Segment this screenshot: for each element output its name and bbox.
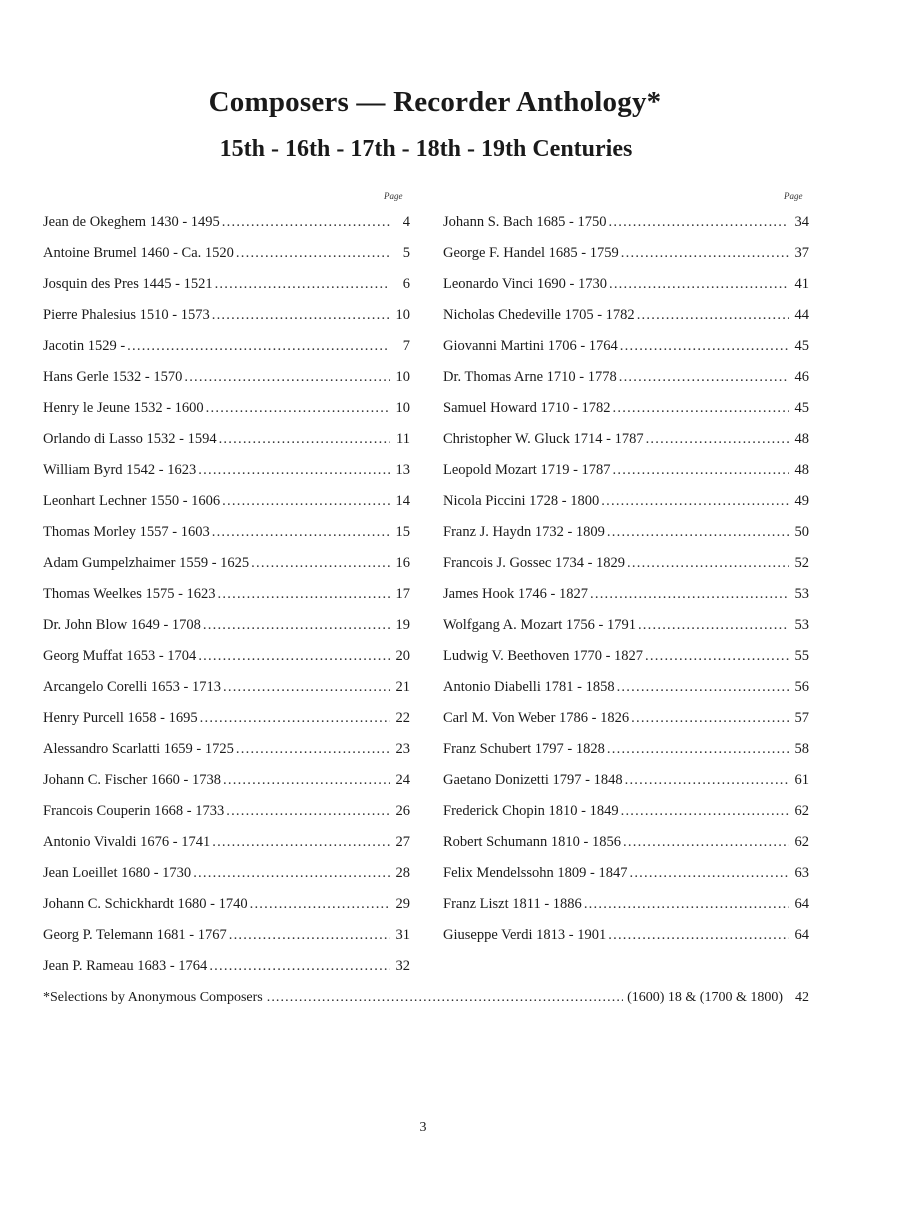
composer-entry xyxy=(443,834,809,865)
leader-dots xyxy=(184,369,390,386)
composer-entry xyxy=(43,214,410,245)
composer-name: Antonio Vivaldi 1676 - 1741 xyxy=(43,834,211,850)
page-subtitle: 15th - 16th - 17th - 18th - 19th Centuries xyxy=(219,136,633,162)
composer-name: Giovanni Martini 1706 - 1764 xyxy=(443,338,618,354)
composer-page-number: 16 xyxy=(395,555,410,571)
composer-name: Francois J. Gossec 1734 - 1829 xyxy=(443,555,626,571)
composer-entry xyxy=(443,245,809,276)
composer-page-number: 13 xyxy=(395,462,410,478)
composer-name: Arcangelo Corelli 1653 - 1713 xyxy=(43,679,221,695)
composer-name: Jacotin 1529 - xyxy=(43,338,126,354)
composer-entry xyxy=(43,648,410,679)
composer-page-number: 44 xyxy=(794,307,809,323)
composer-name: Dr. John Blow 1649 - 1708 xyxy=(43,617,201,633)
composer-name: Felix Mendelssohn 1809 - 1847 xyxy=(443,865,628,881)
composer-entry xyxy=(443,214,809,245)
leader-dots xyxy=(222,493,390,510)
composer-entry xyxy=(443,555,809,586)
leader-dots xyxy=(621,803,789,820)
composer-name: Franz Schubert 1797 - 1828 xyxy=(443,741,605,757)
composer-entry xyxy=(43,958,410,989)
leader-dots xyxy=(206,400,390,417)
composer-page-number: 26 xyxy=(395,803,410,819)
leader-dots xyxy=(619,369,789,386)
composer-entry xyxy=(443,772,809,803)
composer-page-number: 11 xyxy=(396,431,410,447)
leader-dots xyxy=(607,524,789,541)
composer-page-number: 24 xyxy=(395,772,410,788)
leader-dots xyxy=(609,276,789,293)
leader-dots xyxy=(609,214,789,231)
leader-dots xyxy=(222,214,390,231)
composer-name: Wolfgang A. Mozart 1756 - 1791 xyxy=(443,617,636,633)
leader-dots xyxy=(200,710,390,727)
composer-entry xyxy=(43,245,410,276)
composer-page-number: 31 xyxy=(395,927,410,943)
composer-page-number: 28 xyxy=(395,865,410,881)
leader-dots xyxy=(601,493,789,510)
composer-page-number: 64 xyxy=(794,927,809,943)
composer-page-number: 41 xyxy=(794,276,809,292)
composer-entry xyxy=(443,927,809,958)
page-title: Composers — Recorder Anthology* xyxy=(208,86,662,118)
leader-dots xyxy=(212,834,390,851)
composer-page-number: 32 xyxy=(395,958,410,974)
composer-name: Thomas Morley 1557 - 1603 xyxy=(43,524,210,540)
leader-dots xyxy=(637,307,789,324)
leader-dots xyxy=(212,524,390,541)
composer-page-number: 61 xyxy=(794,772,809,788)
composer-page-number: 48 xyxy=(794,462,809,478)
composer-entry xyxy=(443,276,809,307)
composer-page-number: 52 xyxy=(794,555,809,571)
leader-dots xyxy=(590,586,789,603)
leader-dots xyxy=(646,431,789,448)
composer-entry xyxy=(443,400,809,431)
composer-name: Franz Liszt 1811 - 1886 xyxy=(443,896,582,912)
composer-entry xyxy=(443,369,809,400)
composer-name: Giuseppe Verdi 1813 - 1901 xyxy=(443,927,607,943)
composer-name: Robert Schumann 1810 - 1856 xyxy=(443,834,622,850)
composer-page-number: 48 xyxy=(794,431,809,447)
leader-dots xyxy=(198,462,390,479)
composer-entry xyxy=(43,772,410,803)
composer-entry xyxy=(443,648,809,679)
leader-dots xyxy=(236,245,390,262)
composer-page-number: 21 xyxy=(395,679,410,695)
composer-name: Dr. Thomas Arne 1710 - 1778 xyxy=(443,369,617,385)
composer-entry xyxy=(43,927,410,958)
composer-page-number: 7 xyxy=(402,338,410,354)
composer-name: William Byrd 1542 - 1623 xyxy=(43,462,197,478)
composer-entry xyxy=(43,555,410,586)
composer-list-left xyxy=(43,214,410,989)
composer-name: Adam Gumpelzhaimer 1559 - 1625 xyxy=(43,555,250,571)
page-column-header-left: Page xyxy=(384,191,403,201)
composer-name: George F. Handel 1685 - 1759 xyxy=(443,245,619,261)
leader-dots xyxy=(638,617,789,634)
leader-dots xyxy=(209,958,390,975)
composer-page-number: 15 xyxy=(395,524,410,540)
composer-page-number: 50 xyxy=(794,524,809,540)
composer-entry xyxy=(43,462,410,493)
composer-name: Henry Purcell 1658 - 1695 xyxy=(43,710,198,726)
composer-entry xyxy=(43,276,410,307)
leader-dots xyxy=(212,307,390,324)
composer-page-number: 23 xyxy=(395,741,410,757)
composer-entry xyxy=(443,896,809,927)
leader-dots xyxy=(223,679,390,696)
composer-name: Georg Muffat 1653 - 1704 xyxy=(43,648,197,664)
composer-name: Jean de Okeghem 1430 - 1495 xyxy=(43,214,220,230)
composer-page-number: 19 xyxy=(395,617,410,633)
composer-entry xyxy=(443,524,809,555)
composer-name: Josquin des Pres 1445 - 1521 xyxy=(43,276,213,292)
composer-name: Orlando di Lasso 1532 - 1594 xyxy=(43,431,217,447)
composer-name: Thomas Weelkes 1575 - 1623 xyxy=(43,586,216,602)
leader-dots xyxy=(629,865,789,882)
composer-entry xyxy=(43,741,410,772)
composer-page-number: 5 xyxy=(402,245,410,261)
composer-entry xyxy=(43,803,410,834)
composer-entry xyxy=(443,338,809,369)
composer-name: Antoine Brumel 1460 - Ca. 1520 xyxy=(43,245,234,261)
leader-dots xyxy=(267,990,623,1006)
leader-dots xyxy=(226,803,390,820)
composer-entry xyxy=(43,431,410,462)
composer-entry xyxy=(443,431,809,462)
composer-entry xyxy=(43,679,410,710)
composer-entry xyxy=(443,741,809,772)
leader-dots xyxy=(198,648,390,665)
composer-list-right xyxy=(443,214,809,958)
composer-name: Nicholas Chedeville 1705 - 1782 xyxy=(443,307,635,323)
composer-page-number: 20 xyxy=(395,648,410,664)
composer-page-number: 37 xyxy=(794,245,809,261)
composer-page-number: 4 xyxy=(402,214,410,230)
composer-page-number: 64 xyxy=(794,896,809,912)
composer-name: Johann C. Fischer 1660 - 1738 xyxy=(43,772,222,788)
composer-page-number: 10 xyxy=(395,400,410,416)
composer-entry xyxy=(43,896,410,927)
composer-name: Alessandro Scarlatti 1659 - 1725 xyxy=(43,741,234,757)
composer-page-number: 27 xyxy=(395,834,410,850)
leader-dots xyxy=(631,710,789,727)
composer-entry xyxy=(443,462,809,493)
composer-name: Leonardo Vinci 1690 - 1730 xyxy=(443,276,607,292)
leader-dots xyxy=(584,896,789,913)
composer-page-number: 62 xyxy=(794,834,809,850)
leader-dots xyxy=(229,927,390,944)
leader-dots xyxy=(613,462,789,479)
composer-entry xyxy=(43,493,410,524)
composer-name: Franz J. Haydn 1732 - 1809 xyxy=(443,524,605,540)
composer-entry xyxy=(43,865,410,896)
composer-entry xyxy=(43,586,410,617)
composer-entry xyxy=(443,617,809,648)
composer-name: Frederick Chopin 1810 - 1849 xyxy=(443,803,619,819)
leader-dots xyxy=(645,648,789,665)
leader-dots xyxy=(617,679,789,696)
leader-dots xyxy=(236,741,390,758)
composer-name: Jean P. Rameau 1683 - 1764 xyxy=(43,958,208,974)
page-number: 3 xyxy=(419,1120,427,1135)
composer-page-number: 53 xyxy=(794,617,809,633)
composer-page-number: 45 xyxy=(794,338,809,354)
composer-page-number: 10 xyxy=(395,369,410,385)
composer-name: Johann C. Schickhardt 1680 - 1740 xyxy=(43,896,248,912)
leader-dots xyxy=(251,555,390,572)
composer-name: Leopold Mozart 1719 - 1787 xyxy=(443,462,611,478)
composer-name: Johann S. Bach 1685 - 1750 xyxy=(443,214,607,230)
anonymous-page-number: 42 xyxy=(795,990,809,1005)
leader-dots xyxy=(621,245,789,262)
leader-dots xyxy=(607,741,789,758)
leader-dots xyxy=(627,555,789,572)
leader-dots xyxy=(218,586,390,603)
leader-dots xyxy=(193,865,390,882)
composer-entry xyxy=(43,307,410,338)
composer-page-number: 14 xyxy=(395,493,410,509)
leader-dots xyxy=(215,276,390,293)
composer-entry xyxy=(443,493,809,524)
composer-name: Jean Loeillet 1680 - 1730 xyxy=(43,865,192,881)
composer-page-number: 46 xyxy=(794,369,809,385)
composer-entry xyxy=(443,679,809,710)
anonymous-selections-entry xyxy=(43,990,809,1006)
composer-name: Christopher W. Gluck 1714 - 1787 xyxy=(443,431,644,447)
composer-page-number: 55 xyxy=(794,648,809,664)
composer-page-number: 62 xyxy=(794,803,809,819)
composer-name: Antonio Diabelli 1781 - 1858 xyxy=(443,679,615,695)
composer-page-number: 49 xyxy=(794,493,809,509)
leader-dots xyxy=(620,338,789,355)
composer-entry xyxy=(43,524,410,555)
leader-dots xyxy=(623,834,789,851)
composer-name: Henry le Jeune 1532 - 1600 xyxy=(43,400,204,416)
leader-dots xyxy=(250,896,390,913)
composer-entry xyxy=(443,803,809,834)
composer-entry xyxy=(443,307,809,338)
composer-page-number: 10 xyxy=(395,307,410,323)
composer-page-number: 22 xyxy=(395,710,410,726)
leader-dots xyxy=(608,927,789,944)
composer-name: Leonhart Lechner 1550 - 1606 xyxy=(43,493,221,509)
composer-name: Pierre Phalesius 1510 - 1573 xyxy=(43,307,210,323)
composer-name: James Hook 1746 - 1827 xyxy=(443,586,588,602)
composer-page-number: 63 xyxy=(794,865,809,881)
composer-name: Carl M. Von Weber 1786 - 1826 xyxy=(443,710,630,726)
composer-page-number: 58 xyxy=(794,741,809,757)
leader-dots xyxy=(223,772,390,789)
composer-name: Georg P. Telemann 1681 - 1767 xyxy=(43,927,227,943)
composer-name: Gaetano Donizetti 1797 - 1848 xyxy=(443,772,623,788)
composer-page-number: 56 xyxy=(794,679,809,695)
page-column-header-right: Page xyxy=(784,191,803,201)
composer-page-number: 53 xyxy=(794,586,809,602)
leader-dots xyxy=(127,338,390,355)
composer-name: Samuel Howard 1710 - 1782 xyxy=(443,400,611,416)
composer-page-number: 34 xyxy=(794,214,809,230)
composer-entry xyxy=(443,586,809,617)
anonymous-label: *Selections by Anonymous Composers xyxy=(43,990,263,1005)
composer-entry xyxy=(43,369,410,400)
composer-entry xyxy=(43,617,410,648)
leader-dots xyxy=(219,431,390,448)
composer-page-number: 57 xyxy=(794,710,809,726)
composer-entry xyxy=(443,865,809,896)
composer-page-number: 45 xyxy=(794,400,809,416)
composer-entry xyxy=(43,710,410,741)
composer-entry xyxy=(43,834,410,865)
leader-dots xyxy=(203,617,390,634)
leader-dots xyxy=(613,400,789,417)
composer-entry xyxy=(43,400,410,431)
anonymous-detail: (1600) 18 & (1700 & 1800) xyxy=(627,990,783,1005)
composer-name: Nicola Piccini 1728 - 1800 xyxy=(443,493,600,509)
leader-dots xyxy=(625,772,789,789)
composer-page-number: 17 xyxy=(395,586,410,602)
composer-name: Ludwig V. Beethoven 1770 - 1827 xyxy=(443,648,644,664)
composer-entry xyxy=(43,338,410,369)
composer-entry xyxy=(443,710,809,741)
composer-name: Francois Couperin 1668 - 1733 xyxy=(43,803,225,819)
composer-page-number: 29 xyxy=(395,896,410,912)
composer-name: Hans Gerle 1532 - 1570 xyxy=(43,369,183,385)
composer-page-number: 6 xyxy=(402,276,410,292)
